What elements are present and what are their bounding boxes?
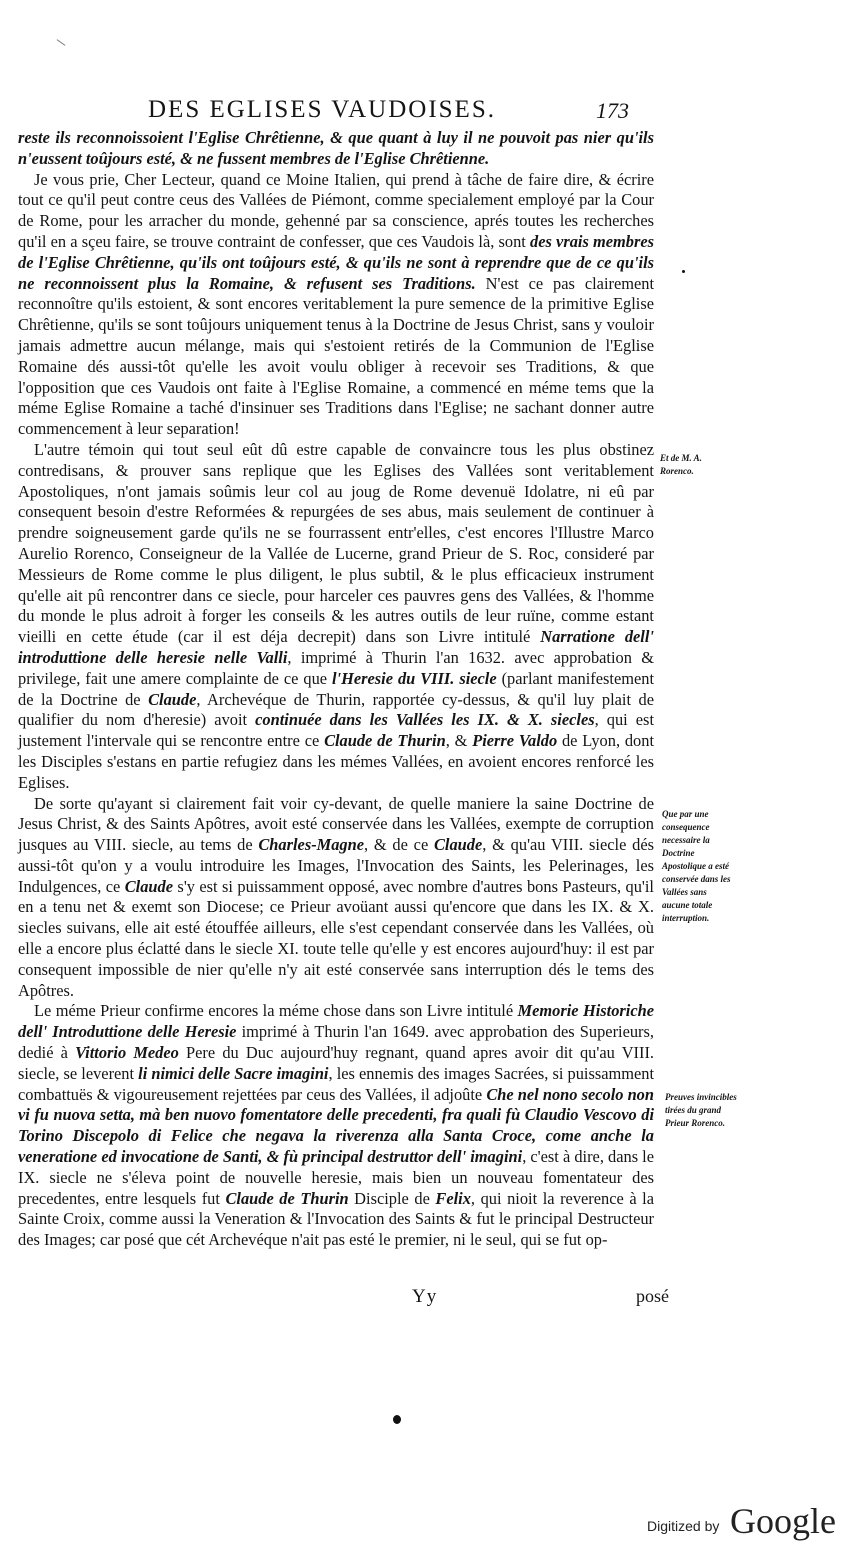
text-segment: N'est ce pas clairement reconnoître qu'ils estoient, & sont encores veritablement la pure semence de la primitive Eglise Chrêtienne, qu'ils se sont toûjours uniquement tenus à la Doctrine de Jesus Christ, sans y vouloir jamais admettre aucun mélange, mais qui s'estoient retirés de la Communion de l'Eglise Romaine dés aussi-tôt qu'elle les avoit voulu obliger à recevoir ses Traditions, & que l'opposition que ces Vaudois ont faite à l'Eglise Romaine, a commencé en méme tems que la méme Eglise Romaine a taché d'insinuer ses Traditions dans l'Eglise; ne sachant donner autre commencement à leur separation! — [18, 273, 655, 439]
google-logo: Google — [730, 1501, 836, 1541]
italic-segment: li nimici delle Sacre imagini — [138, 1063, 329, 1083]
text-segment: De sorte qu'ayant si clairement fait voir cy-devant, de quelle maniere la saine Doctrine de Jesus Christ, & des Saints Apôtres, avoit esté conservée dans les Vallées, exempte de corruption jusques au VIII. siecle, au tems de — [18, 793, 654, 855]
italic-segment: Claude de Thurin — [225, 1188, 349, 1208]
text-segment: , & — [445, 731, 473, 751]
margin-note-preuves: Preuves invincibles tirées du grand Prieur Rorenco. — [665, 1092, 737, 1128]
page-number: 173 — [596, 98, 629, 123]
paragraph — [18, 794, 654, 1002]
text-segment: , Archevéque de Thurin, rapportée cy-dessus, & qu'il luy plait de qualifier du nom d'heresie) avoit — [18, 689, 654, 730]
text-segment: Pere du Duc aujourd'huy regnant, quand apres avoir dit qu'au VIII. siecle, se leverent — [18, 1043, 654, 1083]
text-segment: , qui est justement l'intervale qui se rencontre entre ce — [18, 710, 654, 751]
italic-segment: Felix — [435, 1188, 471, 1208]
italic-segment: Che nel nono secolo non vi fu nuova setta, mà ben nuovo fomentatore delle precedenti, fra quali fù Claudio Vescovo di Torino Discepolo di Felice che negava la riverenza alla Santa Croce, come anche la veneratione ed invocatione de Santi, & fù principal destruttor dell' imagini — [18, 1084, 654, 1167]
digitized-by-watermark — [647, 1500, 857, 1540]
ink-dot — [682, 270, 685, 273]
text-segment: , les ennemis des images Sacrées, si puissamment combattuës & vigoureusement rejettées par ceus des Vallées, il adjoûte — [18, 1063, 655, 1104]
italic-segment: Narratione dell' introduttione delle heresie nelle Valli — [18, 627, 654, 667]
text-segment: , & de ce — [364, 835, 434, 855]
italic-segment: des vrais membres de l'Eglise Chrêtienne, qu'ils ont toûjours esté, & qu'ils ne sont à reprendre que de ce qu'ils ne reconnoissent plus la Romaine, & refusent ses Traditions. — [18, 231, 654, 293]
italic-segment: Charles-Magne — [258, 835, 365, 855]
catchword: posé — [636, 1286, 669, 1306]
margin-note-rorenco: Et de M. A. Rorenco. — [660, 453, 702, 476]
italic-segment: Claude — [434, 835, 483, 855]
text-segment: s'y est si puissamment opposé, avec nombre d'autres bons Pasteurs, qu'il en a tenu net & exemt son Diocese; ce Prieur avoüant aussi qu'encore que dans les IX. & X. siecles suivans, elle ait esté étouffée ailleurs, elle s'est cependant conservée dans les Vallées, où elle a encore plus éclatté dans le siecle XI. toute telle qu'elle y est encores aujourd'huy: il est par consequent impossible de nier qu'elle n'y ait esté conservée sans interruption dés le tems des Apôtres. — [18, 876, 654, 1000]
text-segment: Disciple de — [348, 1188, 436, 1208]
text-segment: , & qu'au VIII. siecle dés aussi-tôt qu'on y a voulu introduire les Images, l'Invocation des Saints, les Pelerinages, les Indulgences, ce — [18, 835, 654, 896]
italic-segment: Claude — [148, 689, 197, 709]
text-segment: , qui nioit la reverence à la Sainte Croix, comme aussi la Veneration & l'Invocation des Saints & fut le principal Destructeur des Images; car posé que cét Archevéque n'ait pas esté le premier, ni le seul, qui se fut op- — [18, 1188, 654, 1250]
paragraph — [18, 170, 654, 440]
italic-segment: continuée dans les Vallées les IX. & X. siecles — [255, 710, 595, 730]
paragraph — [18, 1001, 654, 1251]
page-header — [0, 96, 866, 126]
text-segment: L'autre témoin qui tout seul eût dû estre capable de convaincre tous les plus obstinez contredisans, & prouver sans replique que les Eglises des Vallées sont veritablement Apostoliques, n'ont jamais soûmis leur col au joug de Rome devenuë Idolatre, ni eû par consequent besoin d'estre Reformées & repurgées de ses abus, mais seulement de continuer à prendre soigneusement garde qu'ils ne se fourrassent entr'elles, c'est encores l'Illustre Marco Aurelio Rorenco, Conseigneur de la Vallée de Lucerne, grand Prieur de S. Roc, consideré par Messieurs de Rome comme le plus diligent, le plus subtil, & le plus efficacieux instrument qu'elle ait pû rencontrer dans ce siecle, pour harceler ces pauvres gens des Vallées, & l'homme du monde le plus adroit à forger les conseils & les autres outils de leur ruïne, comme estant vieilli en cette étude (car il est déja decrepit) dans son Livre intitulé — [18, 439, 654, 647]
italic-segment: Pierre Valdo — [472, 731, 558, 751]
text-segment: Le méme Prieur confirme encores la méme chose dans son Livre intitulé — [34, 1001, 518, 1021]
italic-segment: l'Heresie du VIII. siecle — [332, 668, 497, 688]
text-segment: imprimé à Thurin l'an 1649. avec approbation des Superieurs, dedié à — [18, 1022, 654, 1063]
italic-segment: reste ils reconnoissoient l'Eglise Chrêtienne, & que quant à luy il ne pouvoit pas nier qu'ils n'eussent toûjours esté, & ne fussent membres de l'Eglise Chrêtienne. — [18, 128, 654, 168]
signature-mark: Yy — [412, 1286, 438, 1307]
margin-note-doctrine: Que par une consequence necessaire la Doctrine Apostolique a esté conservée dans les Vallées sans aucune totale interruption. — [662, 809, 731, 923]
italic-segment: Vittorio Medeo — [75, 1043, 179, 1063]
running-title: DES EGLISES VAUDOISES. — [148, 96, 496, 123]
paragraph — [18, 440, 654, 794]
italic-segment: Claude — [124, 876, 173, 896]
text-segment: , imprimé à Thurin l'an 1632. avec approbation & privilege, fait une amere complainte de ce que — [18, 647, 654, 688]
pen-mark — [57, 39, 66, 46]
body-text — [18, 128, 654, 1251]
digitized-label: Digitized by — [647, 1518, 720, 1534]
text-segment: (parlant manifestement de la Doctrine de — [18, 668, 654, 709]
italic-segment: Memorie Historiche dell' Introduttione delle Heresie — [18, 1001, 654, 1042]
ink-dot — [393, 1415, 401, 1424]
italic-segment: Claude de Thurin — [324, 731, 446, 751]
text-segment: Je vous prie, Cher Lecteur, quand ce Moine Italien, qui prend à tâche de faire dire, & écrire tout ce qu'il peut contre ceus des Vallées de Piémont, comme specialement employé par la Cour de Rome, pour les arracher du monde, gehenné par sa conscience, aprés toutes les recherches qu'il en a sçeu faire, se trouve contraint de confesser, que ces Vaudois là, sont — [18, 169, 654, 251]
paragraph — [18, 128, 654, 170]
text-segment: de Lyon, dont les Disciples s'estans en partie refugiez dans les mémes Vallées, en avoient encores renforcé les Eglises. — [18, 731, 654, 792]
text-segment: , c'est à dire, dans le IX. siecle ne s'éleva point de nouvelle heresie, mais bien un nouveau fomentateur des precedentes, entre lesquels fut — [18, 1147, 655, 1208]
